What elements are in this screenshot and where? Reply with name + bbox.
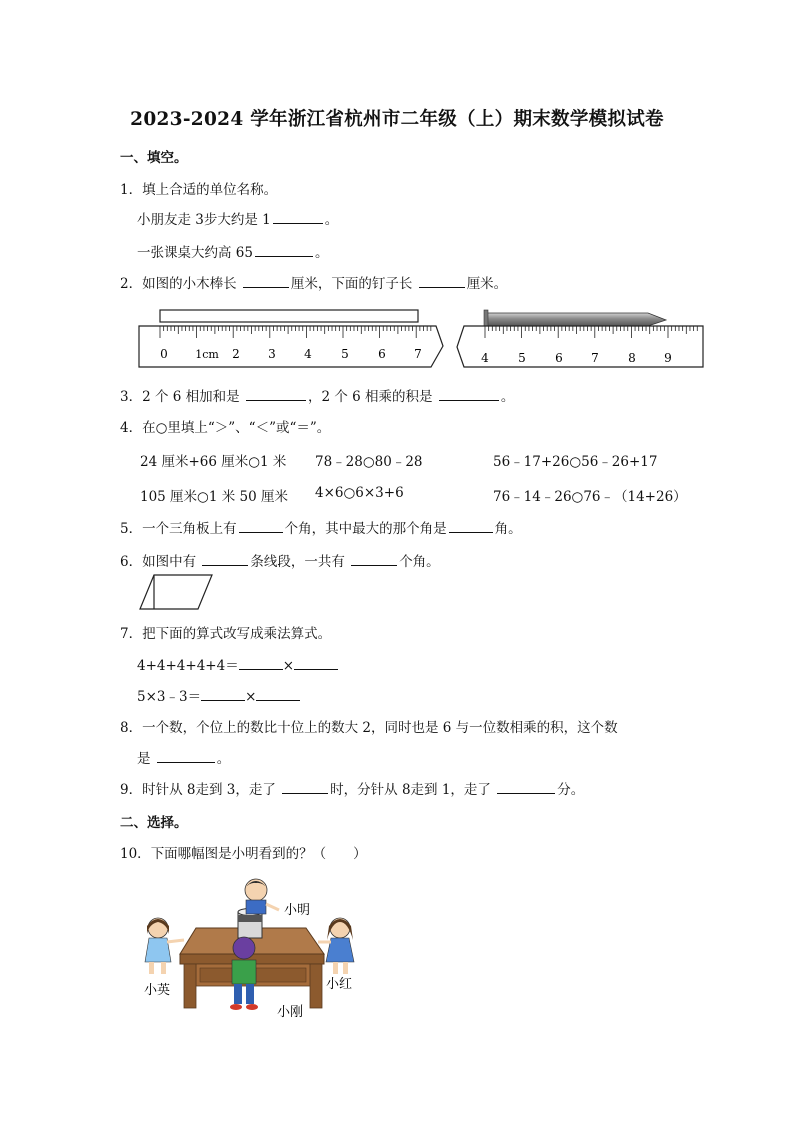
parallelogram-shape: [140, 575, 212, 609]
answer-blank[interactable]: [239, 657, 283, 670]
answer-blank-stick-length[interactable]: [243, 275, 289, 288]
question-1a: [137, 208, 338, 228]
nail-head: [484, 310, 488, 328]
answer-blank-angles[interactable]: [351, 553, 397, 566]
child-xiaoying: [145, 918, 184, 974]
question-stem: 把下面的算式改写成乘法算式。: [142, 626, 332, 642]
comparison-item[interactable]: 76﹣14﹣26○76﹣（14+26）: [493, 489, 687, 505]
question-text: 。: [216, 751, 231, 767]
answer-blank-segments[interactable]: [202, 553, 248, 566]
question-1: [120, 178, 277, 198]
ruler-label-5: 5: [518, 351, 526, 365]
label-xiaohong: 小红: [326, 977, 353, 992]
question-text: 一张课桌大约高 65: [137, 245, 253, 261]
answer-blank-minutes[interactable]: [497, 781, 555, 794]
ruler-label-4: 4: [481, 351, 489, 365]
question-text: 个角，其中最大的那个角是: [284, 521, 447, 537]
question-8-line2: [137, 747, 230, 767]
answer-blank[interactable]: [294, 657, 338, 670]
comparison-item[interactable]: 4×6○6×3+6: [315, 485, 404, 501]
question-1b: [137, 241, 328, 261]
question-text: 厘米。: [466, 276, 508, 292]
question-text: 一个数，个位上的数比十位上的数大 2，同时也是 6 与一位数相乘的积，这个数: [142, 720, 618, 736]
question-text: 是: [137, 751, 151, 767]
question-text: 个角。: [399, 554, 440, 570]
times-sign: ×: [245, 689, 257, 705]
child-xiaohong: [318, 918, 354, 974]
ruler-label-7: 7: [414, 347, 422, 361]
section-choice: 二、选择。: [120, 815, 188, 831]
question-text-end: 。: [314, 245, 329, 261]
question-number: 9．: [120, 782, 143, 798]
question-text-end: 。: [324, 212, 339, 228]
label-xiaoying: 小英: [144, 983, 171, 998]
ruler-label-6: 6: [378, 347, 386, 361]
question-text: 如图的小木棒长: [142, 276, 237, 292]
label-xiaoming: 小明: [284, 903, 311, 918]
exam-title: 2023-2024 学年浙江省杭州市二年级（上）期末数学模拟试卷: [130, 109, 664, 130]
answer-blank[interactable]: [255, 244, 313, 257]
comparison-item[interactable]: 105 厘米○1 米 50 厘米: [140, 489, 288, 505]
nail: [486, 313, 666, 326]
answer-blank-angle-count[interactable]: [239, 520, 283, 533]
times-sign: ×: [282, 658, 295, 674]
question-text: 时针从 8走到 3，走了: [142, 782, 276, 798]
answer-blank[interactable]: [256, 688, 300, 701]
ruler-label-3: 3: [268, 347, 276, 361]
question-7-line2: [137, 685, 300, 705]
ruler-with-nail-figure: [456, 300, 706, 372]
label-xiaogang: 小刚: [277, 1005, 304, 1020]
question-text: 厘米，下面的钉子长: [290, 276, 413, 292]
answer-blank-sum[interactable]: [246, 388, 306, 401]
question-stem: 下面哪幅图是小明看到的？（ ）: [150, 846, 367, 862]
expression: 4+4+4+4+4＝: [137, 658, 239, 674]
question-number: 6．: [120, 554, 143, 570]
question-text: ，2 个 6 相乘的积是: [307, 389, 433, 405]
question-text: 2 个 6 相加和是: [142, 389, 240, 405]
question-8: [120, 716, 618, 736]
question-number: 3．: [120, 389, 143, 405]
ruler-label-2: 2: [232, 347, 240, 361]
question-2: [120, 272, 507, 292]
question-number: 10．: [120, 846, 151, 862]
question-3: [120, 385, 514, 405]
question-text: 一个三角板上有: [142, 521, 237, 537]
ruler-with-stick-figure: [136, 300, 448, 372]
question-6: [120, 550, 440, 570]
question-text: 角。: [494, 521, 522, 537]
question-number: 2．: [120, 276, 143, 292]
question-text: 时，分针从 8走到 1，走了: [330, 782, 491, 798]
question-5: [120, 517, 522, 537]
answer-blank-nail-length[interactable]: [419, 275, 465, 288]
ruler-label-6: 6: [555, 351, 563, 365]
ruler-body: [139, 326, 443, 367]
ruler-label-7: 7: [591, 351, 599, 365]
question-10: [120, 842, 367, 862]
answer-blank[interactable]: [157, 750, 215, 763]
answer-blank[interactable]: [201, 688, 245, 701]
ruler-label-5: 5: [341, 347, 349, 361]
question-4: [120, 416, 330, 436]
question-stem: 在○里填上“＞”、“＜”或“＝”。: [142, 420, 331, 436]
question-number: 8．: [120, 720, 143, 736]
comparison-item[interactable]: 56﹣17+26○56﹣26+17: [493, 454, 658, 470]
question-text: 条线段，一共有: [250, 554, 345, 570]
child-xiaogang: [230, 937, 258, 1010]
section-fill-in: 一、填空。: [120, 150, 188, 166]
question-9: [120, 778, 584, 798]
question-stem: 填上合适的单位名称。: [142, 182, 278, 198]
answer-blank-largest-angle[interactable]: [449, 520, 493, 533]
question-text: 分。: [557, 782, 585, 798]
ruler-label-4: 4: [304, 347, 312, 361]
comparison-item[interactable]: 24 厘米+66 厘米○1 米: [140, 454, 287, 470]
expression: 5×3﹣3＝: [137, 689, 202, 705]
question-7: [120, 622, 331, 642]
question-text: 小朋友走 3步大约是 1: [137, 212, 271, 228]
question-number: 5．: [120, 521, 143, 537]
question-7-line1: [137, 654, 338, 674]
wooden-stick: [160, 310, 418, 322]
comparison-item[interactable]: 78﹣28○80﹣28: [315, 454, 423, 470]
answer-blank-hours[interactable]: [282, 781, 328, 794]
child-xiaoming: [245, 879, 279, 914]
ruler-unit-label: 1cm: [195, 348, 219, 361]
question-number: 4．: [120, 420, 143, 436]
question-number: 1．: [120, 182, 143, 198]
parallelogram-figure: [136, 572, 216, 612]
answer-blank-product[interactable]: [439, 388, 499, 401]
question-text: 。: [500, 389, 515, 405]
question-number: 7．: [120, 626, 143, 642]
answer-blank[interactable]: [273, 211, 323, 224]
ruler-label-0: 0: [160, 347, 168, 361]
question-text: 如图中有: [142, 554, 197, 570]
ruler-label-9: 9: [664, 351, 672, 365]
scene-illustration: [134, 870, 374, 1030]
ruler-label-8: 8: [628, 351, 636, 365]
